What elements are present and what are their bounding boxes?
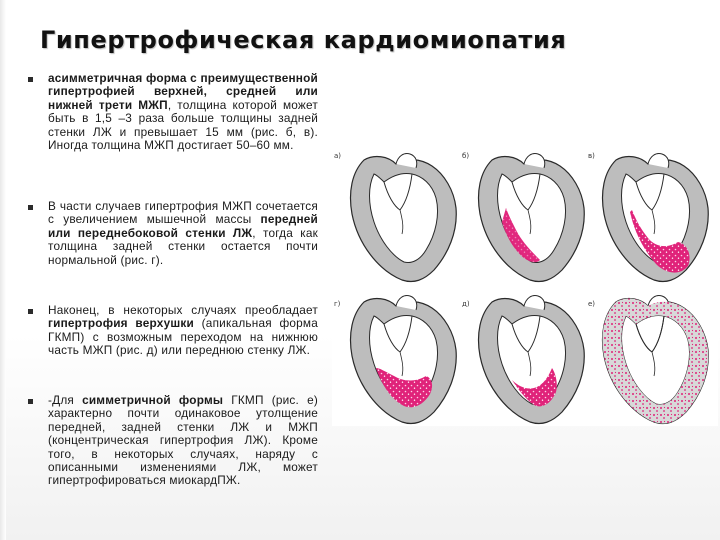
bullet-text-run: , толщина которой может быть в 1,5 –3 раза больше толщины задней стенки ЛЖ и превышает 15 мм (рис. б, в). Иногда толщина МЖП достигает 50–60 мм. bbox=[48, 97, 318, 153]
bullet-text-2 bbox=[48, 200, 318, 267]
bullet-text-4 bbox=[48, 394, 318, 488]
bullet-text-run: , тогда как толщина задней стенки остается почти нормальной (рис. г). bbox=[48, 225, 318, 267]
bullet-text-run: гипертрофия верхушки bbox=[48, 316, 194, 331]
heart-diagrams bbox=[332, 148, 718, 426]
bullet-marker-icon bbox=[28, 399, 33, 404]
fig-label-d: д) bbox=[462, 300, 470, 308]
bullet-text-1 bbox=[48, 72, 318, 152]
fig-label-c: в) bbox=[588, 152, 595, 160]
bullet-text-run: передней или переднебоковой стенки ЛЖ bbox=[48, 212, 318, 240]
bullet-text-run: В части случаев гипертрофия МЖП сочетается с увеличением мышечной массы bbox=[48, 199, 318, 227]
bullet-marker-icon bbox=[28, 309, 33, 314]
heart-c bbox=[603, 153, 709, 281]
bullet-text-run: -Для bbox=[48, 393, 83, 407]
bullet-text-3 bbox=[48, 304, 318, 358]
heart-g bbox=[351, 295, 457, 423]
bullet-marker-icon bbox=[28, 205, 33, 210]
bullet-text-run: верхней, средней или нижней трети МЖП bbox=[48, 84, 319, 112]
bullet-text-run: (апикальная форма ГКМП) с возможным переходом на нижнюю часть МЖП (рис. д) или переднюю стенку ЛЖ. bbox=[48, 316, 318, 358]
bullet-text-run: ГКМП (рис. е) характерно почти одинаковое утолщение передней, задней стенки ЛЖ и МЖП (концентрическая гипертрофия ЛЖ). Кроме того, в некоторых случаях, наряду с описанными изменениями ЛЖ, может гипертрофироваться миокардПЖ. bbox=[48, 393, 318, 488]
slide-title: Гипертрофическая кардиомиопатия bbox=[40, 26, 567, 54]
heart-b bbox=[479, 153, 585, 281]
fig-label-b: б) bbox=[462, 152, 470, 160]
left-decor-strip bbox=[0, 0, 6, 540]
fig-label-g: г) bbox=[334, 300, 341, 308]
heart-a bbox=[351, 153, 457, 281]
bullet-marker-icon bbox=[28, 77, 33, 82]
heart-diagram-figure bbox=[332, 148, 718, 426]
bullet-text-run: асимметричная форма с преимущественной гипертрофией bbox=[48, 71, 318, 99]
fig-label-e: е) bbox=[588, 300, 596, 308]
fig-label-a: а) bbox=[334, 152, 342, 160]
heart-d bbox=[479, 295, 585, 423]
bullet-text-run: симметричной формы bbox=[82, 393, 224, 407]
bullet-text-run: Наконец, в некоторых случаях преобладает bbox=[48, 303, 318, 317]
heart-e bbox=[603, 295, 709, 423]
